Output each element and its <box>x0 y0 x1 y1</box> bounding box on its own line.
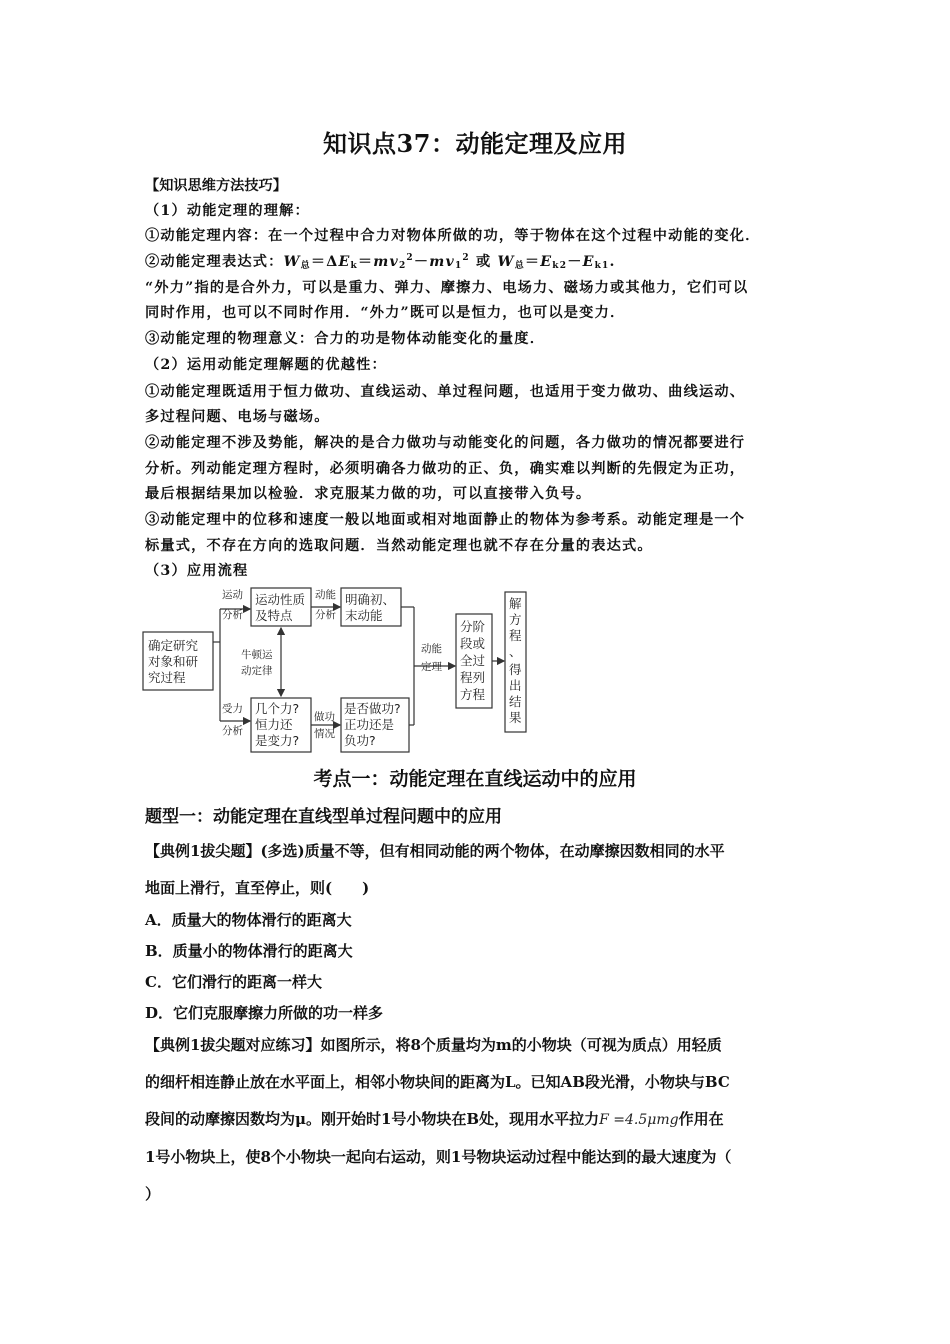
stage-text-4: 程列 <box>460 670 486 685</box>
tixing-heading: 题型一：动能定理在直线型单过程问题中的应用 <box>145 807 502 827</box>
example1-line2: 地面上滑行，直至停止，则( ) <box>145 879 370 897</box>
solve-text-3: 程 <box>509 628 522 643</box>
paragraph-adv2-a: ②动能定理不涉及势能，解决的是合力做功与动能变化的问题，各力做功的情况都要进行 <box>145 435 746 451</box>
paragraph-adv1-b: 多过程问题、电场与磁场。 <box>145 409 330 425</box>
force-formula: F =4.5μmg <box>599 1112 679 1128</box>
work-box-text-2: 正功还是 <box>344 717 395 732</box>
paragraph-adv3-a: ③动能定理中的位移和速度一般以地面或相对地面静止的物体为参考系。动能定理是一个 <box>145 512 746 528</box>
stage-text-3: 全过 <box>460 653 486 668</box>
force-box-text-2: 恒力还 <box>255 717 293 732</box>
application-flowchart <box>140 584 540 756</box>
solve-text-4: 、 <box>509 644 522 659</box>
practice1-line2: 的细杆相连静止放在水平面上，相邻小物块间的距离为L。已知AB段光滑，小物块与BC <box>145 1073 730 1091</box>
ke-box-text-2: 末动能 <box>345 608 383 623</box>
practice1-tag: 【典例1拔尖题对应练习】 <box>145 1036 321 1054</box>
page-title: 知识点37：动能定理及应用 <box>323 129 627 158</box>
solve-text-1: 解 <box>509 596 522 611</box>
practice1-line4: 1号小物块上，使8个小物块一起向右运动，则1号物块运动过程中能达到的最大速度为（ <box>145 1148 732 1166</box>
practice1-text-3b: 作用在 <box>678 1110 724 1128</box>
paragraph-formula <box>145 251 810 271</box>
option-a: A．质量大的物体滑行的距离大 <box>145 911 352 929</box>
force-label-1: 受力 <box>222 703 243 715</box>
work-label-1: 做功 <box>314 711 335 723</box>
force-box-text-3: 是变力? <box>255 733 300 748</box>
example1-text-1: (多选)质量不等，但有相同动能的两个物体，在动摩擦因数相同的水平 <box>260 842 725 860</box>
practice1-text-3: 段间的动摩擦因数均为μ。刚开始时1号小物块在B处，现用水平拉力 <box>145 1110 600 1128</box>
paragraph-external-force-2: 同时作用，也可以不同时作用．“外力”既可以是恒力，也可以是变力． <box>145 305 626 321</box>
subheading-advantages: （2）运用动能定理解题的优越性： <box>145 357 387 373</box>
formula-prefix: ②动能定理表达式： <box>145 254 284 270</box>
subheading-understanding: （1）动能定理的理解： <box>145 203 310 219</box>
ke-label-2: 分析 <box>315 609 336 621</box>
start-text-1: 确定研究 <box>148 638 199 653</box>
practice1-line5: ） <box>145 1185 161 1203</box>
formula-expression: $W_总=\Delta E_k=mv_2^2-mv_1^2$ 或 $W_总=E_{k2}-E_{k1}$. <box>283 253 616 271</box>
solve-text-2: 方 <box>509 612 522 627</box>
option-b: B．质量小的物体滑行的距离大 <box>145 942 353 960</box>
work-label-2: 情况 <box>314 728 335 740</box>
paragraph-adv3-b: 标量式，不存在方向的选取问题．当然动能定理也就不存在分量的表达式。 <box>145 538 653 554</box>
example1-line1 <box>145 840 815 861</box>
paragraph-content: ①动能定理内容：在一个过程中合力对物体所做的功，等于物体在这个过程中动能的变化． <box>145 228 761 244</box>
section-heading: 【知识思维方法技巧】 <box>145 178 287 194</box>
ke-box-text-1: 明确初、 <box>345 592 396 607</box>
option-d: D．它们克服摩擦力所做的功一样多 <box>145 1004 384 1022</box>
force-label-2: 分析 <box>222 725 243 737</box>
motion-label-1: 运动 <box>222 589 243 601</box>
paragraph-adv2-b: 分析。列动能定理方程时，必须明确各力做功的正、负，确实难以判断的先假定为正功， <box>145 461 746 477</box>
solve-text-6: 出 <box>509 678 522 693</box>
newton-label-2: 动定律 <box>241 665 273 677</box>
theorem-label-2: 定理 <box>421 661 442 673</box>
work-box-text-1: 是否做功? <box>344 701 401 716</box>
solve-text-7: 结 <box>509 694 522 709</box>
option-c: C．它们滑行的距离一样大 <box>145 973 322 991</box>
paragraph-external-force-1: “外力”指的是合外力，可以是重力、弹力、摩擦力、电场力、磁场力或其他力，它们可以 <box>145 280 749 296</box>
stage-text-5: 方程 <box>460 687 486 702</box>
example1-tag: 【典例1拔尖题】 <box>145 842 261 860</box>
practice1-line3 <box>145 1108 815 1129</box>
motion-box-text-2: 及特点 <box>255 608 293 623</box>
start-text-3: 究过程 <box>148 670 186 685</box>
motion-label-2: 分析 <box>222 609 243 621</box>
paragraph-adv1-a: ①动能定理既适用于恒力做功、直线运动、单过程问题，也适用于变力做功、曲线运动、 <box>145 384 746 400</box>
practice1-line1 <box>145 1034 815 1055</box>
kaodian-heading: 考点一：动能定理在直线运动中的应用 <box>313 768 637 790</box>
motion-box-text-1: 运动性质 <box>255 592 306 607</box>
paragraph-adv2-c: 最后根据结果加以检验．求克服某力做的功，可以直接带入负号。 <box>145 486 592 502</box>
newton-label-1: 牛顿运 <box>241 649 273 661</box>
work-box-text-3: 负功? <box>344 733 376 748</box>
ke-label-1: 动能 <box>315 589 336 601</box>
stage-text-1: 分阶 <box>460 619 486 634</box>
force-box-text-1: 几个力? <box>255 701 300 716</box>
paragraph-meaning: ③动能定理的物理意义：合力的功是物体动能变化的量度． <box>145 331 546 347</box>
practice1-text-1: 如图所示，将8个质量均为m的小物块（可视为质点）用轻质 <box>320 1036 722 1054</box>
stage-text-2: 段或 <box>460 636 486 651</box>
subheading-flow: （3）应用流程 <box>145 563 249 579</box>
start-text-2: 对象和研 <box>148 654 199 669</box>
solve-text-5: 得 <box>509 662 522 677</box>
theorem-label-1: 动能 <box>421 643 442 655</box>
solve-text-8: 果 <box>509 710 522 725</box>
